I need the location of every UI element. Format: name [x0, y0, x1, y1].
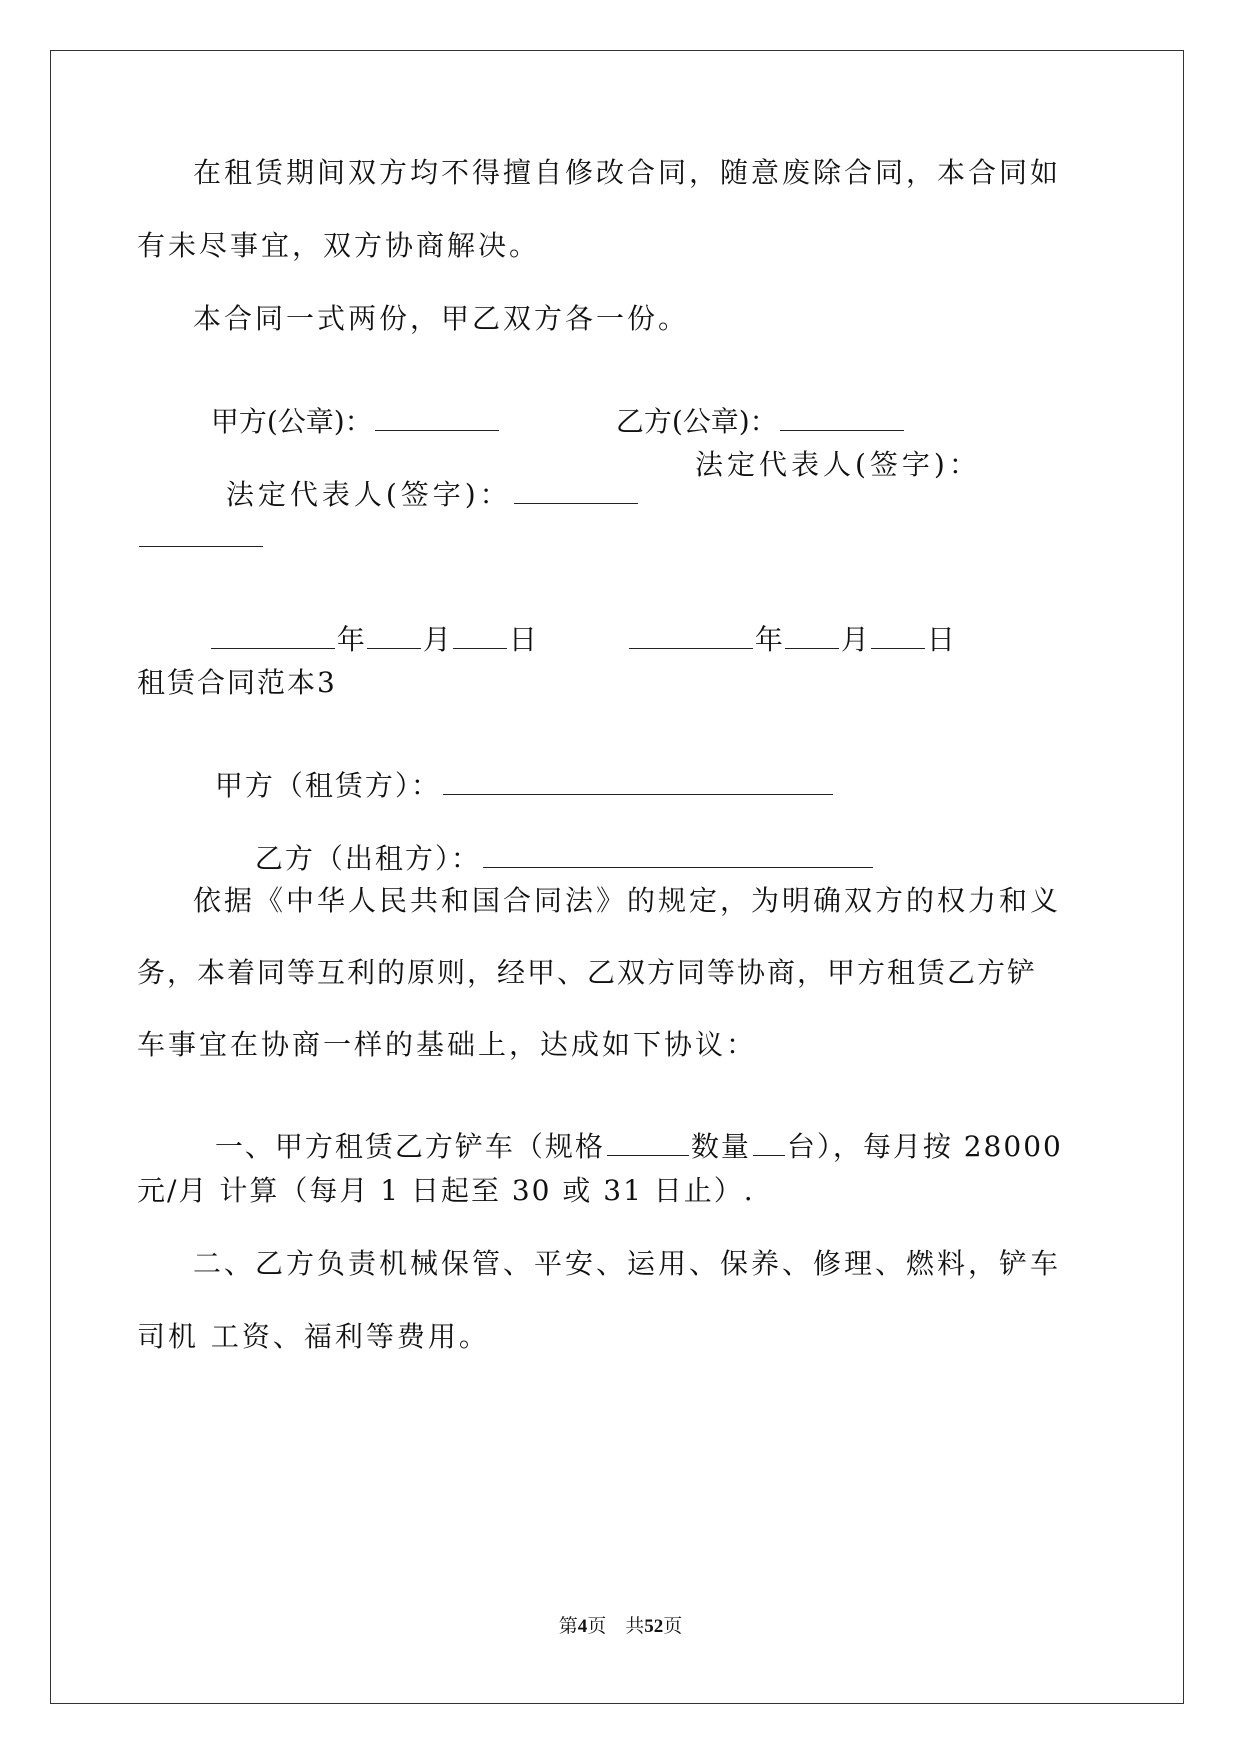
date-a-month-label: 月 [422, 623, 451, 656]
page-prefix: 第 [558, 1616, 578, 1637]
date-b-day-blank[interactable] [871, 624, 925, 649]
date-a-year-blank[interactable] [211, 624, 335, 649]
party-a-blank[interactable] [443, 770, 833, 795]
signature-a-row [193, 378, 501, 436]
representative-a-blank[interactable] [514, 479, 638, 504]
paragraph-line: 元/月 计算（每月 1 日起至 30 或 31 日止）. [137, 1174, 755, 1207]
date-b-month-blank[interactable] [785, 624, 839, 649]
page-suffix: 页 [663, 1616, 683, 1637]
date-b-day-label: 日 [926, 623, 955, 656]
signature-b-label: 乙方(公章)： [615, 405, 778, 438]
signature-b-blank[interactable] [780, 406, 904, 431]
paragraph-line: 车事宜在协商一样的基础上，达成如下协议： [137, 1028, 758, 1061]
item-1-row [193, 1103, 1063, 1161]
paragraph-line: 依据《中华人民共和国合同法》的规定，为明确双方的权力和义 [193, 884, 1062, 917]
party-b-label: 乙方（出租方）： [254, 842, 481, 875]
party-a-label: 甲方（租赁方）： [214, 769, 441, 802]
signature-a-label: 甲方(公章)： [210, 405, 373, 438]
date-b-year-blank[interactable] [629, 624, 753, 649]
date-b-year-label: 年 [754, 623, 783, 656]
party-a-row [193, 742, 835, 800]
paragraph-line: 在租赁期间双方均不得擅自修改合同，随意废除合同，本合同如 [193, 156, 1062, 189]
signature-b-row [598, 378, 906, 436]
representative-b-blank[interactable] [139, 522, 263, 547]
party-b-row [233, 815, 875, 873]
page-total: 52 [644, 1616, 664, 1637]
item-1-text-end: 台），每月按 28000 [786, 1130, 1063, 1163]
date-a-day-blank[interactable] [453, 624, 507, 649]
quantity-blank[interactable] [753, 1131, 785, 1156]
page-mid: 页 共 [587, 1616, 645, 1637]
paragraph-line: 二、乙方负责机械保管、平安、运用、保养、修理、燃料，铲车 [193, 1247, 1062, 1280]
section-title: 租赁合同范本3 [137, 666, 337, 699]
spec-blank[interactable] [607, 1131, 689, 1156]
item-1-quantity-label: 数量 [690, 1130, 751, 1163]
date-a-month-blank[interactable] [367, 624, 421, 649]
party-b-blank[interactable] [483, 843, 873, 868]
date-b-row [609, 596, 955, 654]
representative-b-label: 法定代表人(签字)： [695, 448, 981, 481]
representative-a-label: 法定代表人(签字)： [225, 478, 512, 511]
representative-a-row [200, 451, 640, 509]
signature-a-blank[interactable] [375, 406, 499, 431]
item-1-text: 一、甲方租赁乙方铲车（规格 [214, 1130, 605, 1163]
date-a-day-label: 日 [508, 623, 537, 656]
page-border [50, 50, 1184, 1704]
date-b-month-label: 月 [840, 623, 869, 656]
page-current: 4 [577, 1616, 588, 1637]
date-a-row [191, 596, 537, 654]
page-number [0, 1611, 1241, 1638]
paragraph-line: 务，本着同等互利的原则，经甲、乙双方同等协商，甲方租赁乙方铲 [137, 956, 1038, 989]
paragraph-line: 司机 工资、福利等费用。 [137, 1320, 490, 1353]
paragraph-line: 本合同一式两份，甲乙双方各一份。 [193, 302, 690, 335]
date-a-year-label: 年 [336, 623, 365, 656]
paragraph-line: 有未尽事宜，双方协商解决。 [137, 229, 541, 262]
